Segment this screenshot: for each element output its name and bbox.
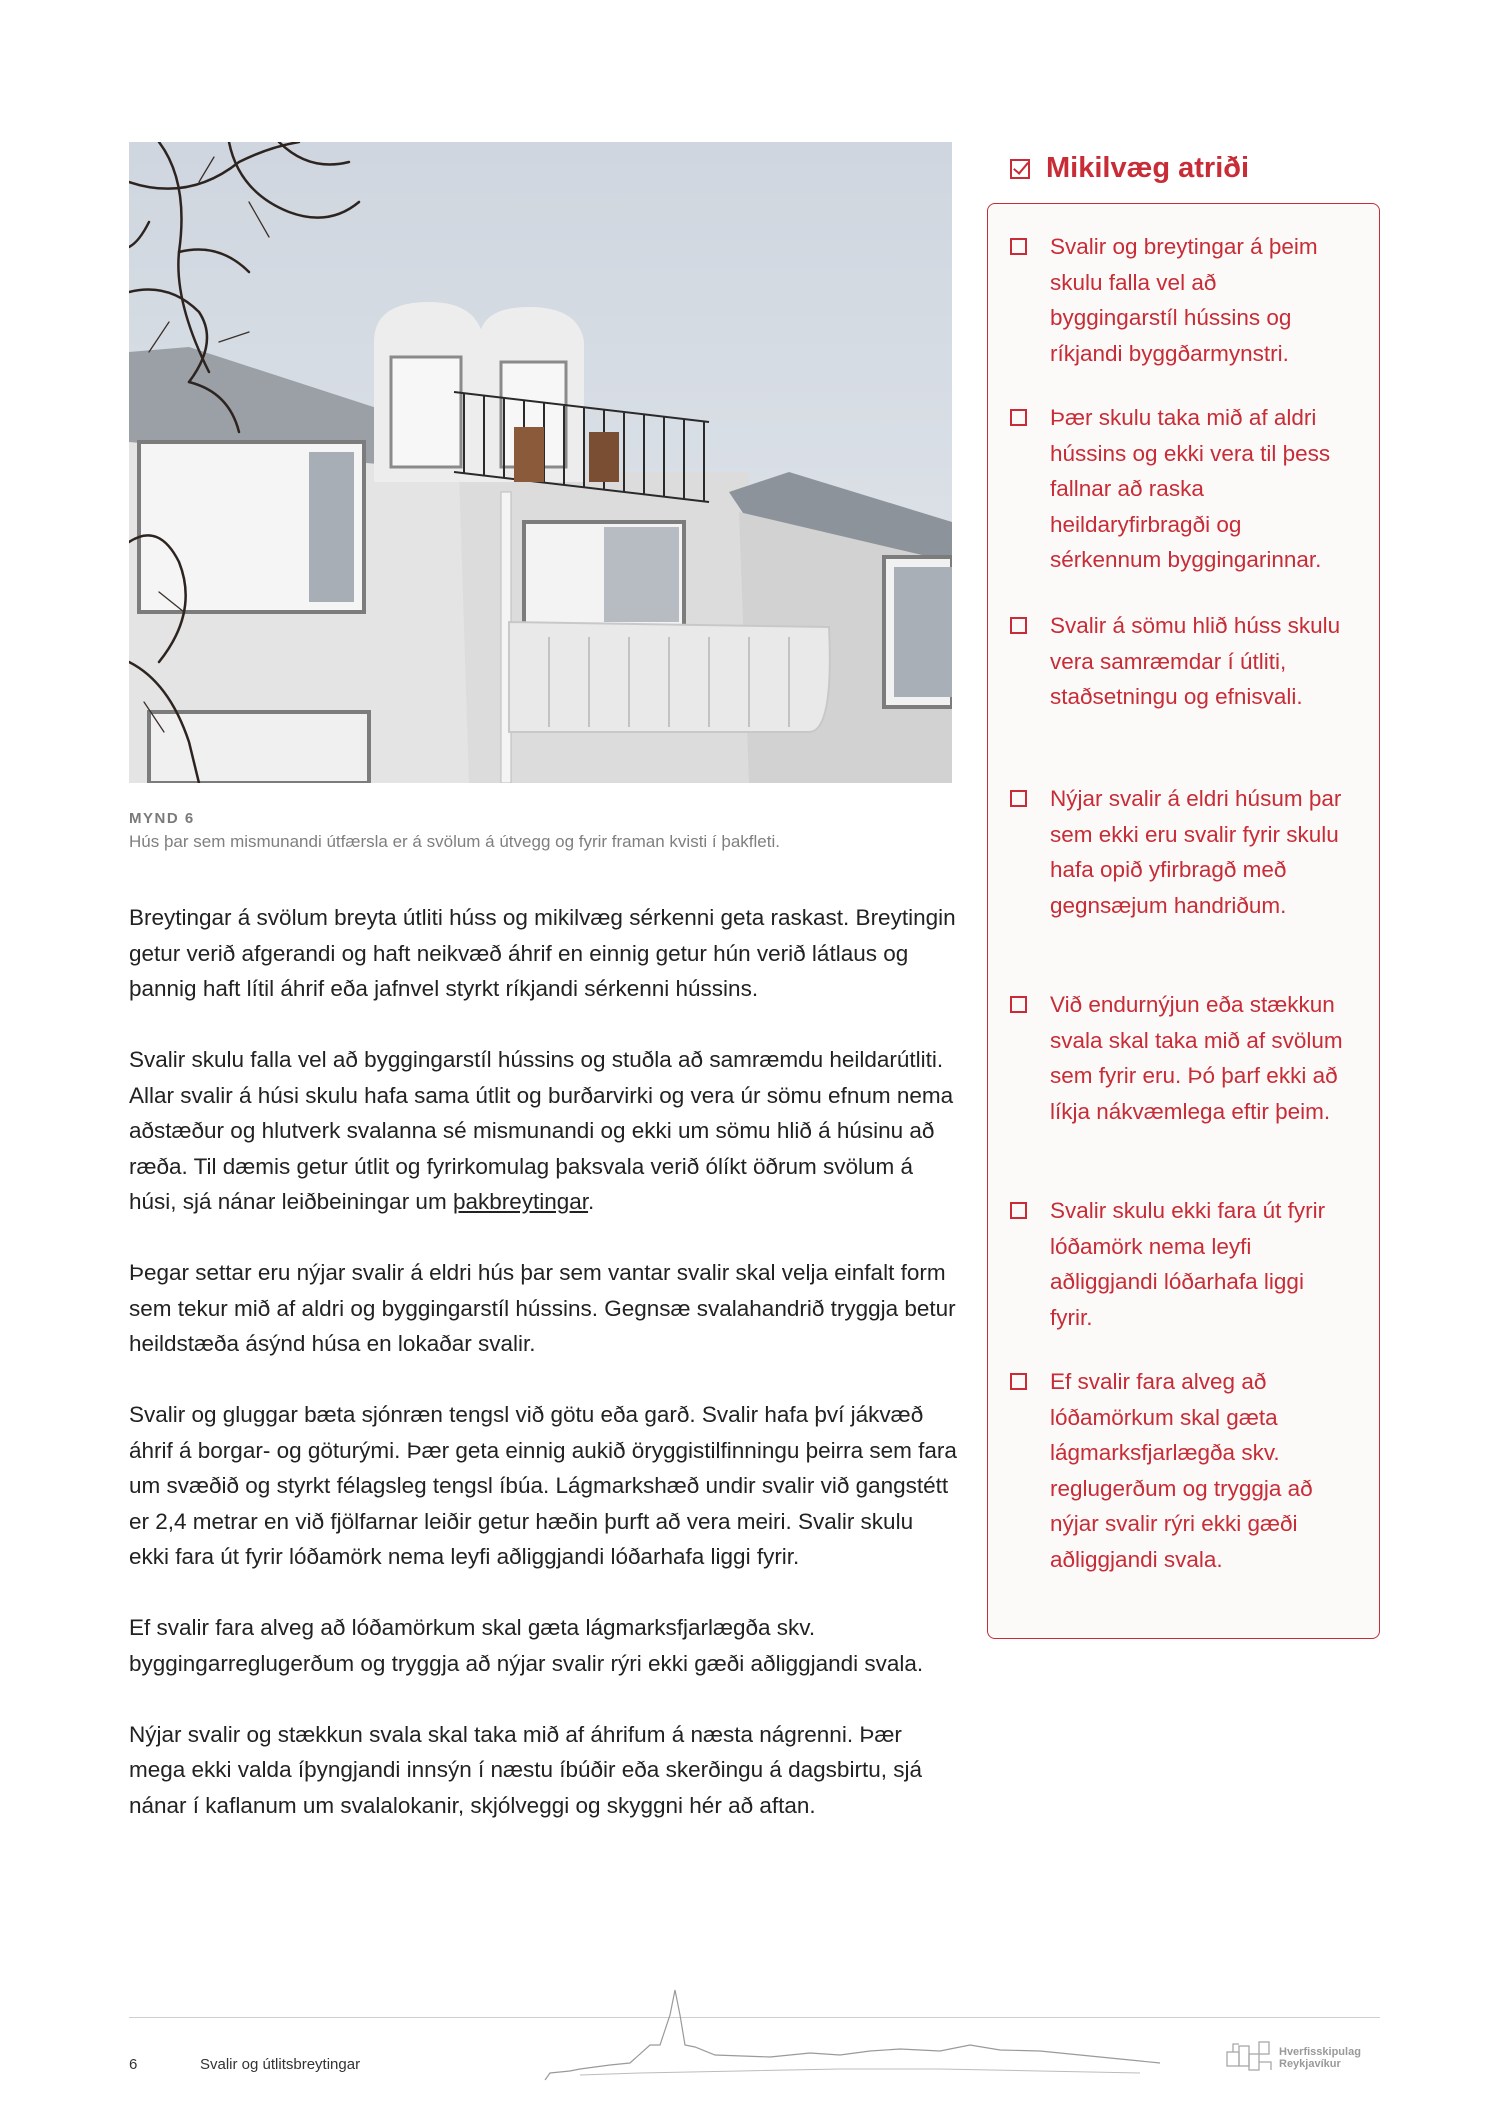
checkbox-icon <box>1010 238 1027 255</box>
logo-line-2: Reykjavíkur <box>1279 2058 1341 2070</box>
checkbox-icon <box>1010 617 1027 634</box>
paragraph-5: Ef svalir fara alveg að lóðamörkum skal gæta lágmarksfjarlægða skv. byggingarreglugerðum og tryggja að nýjar svalir rýri ekki gæði aðliggjandi svala. <box>129 1615 924 1676</box>
key-point <box>1010 608 1350 715</box>
key-point-text: Svalir á sömu hlið húss skulu vera samræmdar í útliti, staðsetningu og efnisvali. <box>1050 613 1341 709</box>
city-skyline-illustration <box>540 1985 1165 2085</box>
page-number: 6 <box>129 2056 138 2073</box>
key-point <box>1010 987 1350 1129</box>
checkbox-icon <box>1010 790 1027 807</box>
key-point <box>1010 229 1350 371</box>
section-title: Svalir og útlitsbreytingar <box>200 2056 361 2073</box>
paragraph-6: Nýjar svalir og stækkun svala skal taka mið af áhrifum á næsta nágrenni. Þær mega ekki valda íþyngjandi innsýn í næstu íbúðir eða skerðingu á dagsbirtu, sjá nánar í kaflanum um svalalokanir, skjólveggi og skyggni hér að aftan. <box>129 1721 922 1818</box>
paragraph-2-end: . <box>588 1189 595 1214</box>
key-point-text: Nýjar svalir á eldri húsum þar sem ekki eru svalir fyrir skulu hafa opið yfirbragð með gegnsæjum handriðum. <box>1050 786 1342 918</box>
key-point-text: Ef svalir fara alveg að lóðamörkum skal gæta lágmarksfjarlægða skv. reglugerðum og tryggja að nýjar svalir rýri ekki gæði aðliggjandi svala. <box>1050 1369 1313 1572</box>
logo-mark-icon <box>1225 2040 1273 2076</box>
checkbox-icon <box>1010 1373 1027 1390</box>
paragraph-2 <box>129 1042 959 1220</box>
checkbox-icon <box>1010 1202 1027 1219</box>
logo-line-1: Hverfisskipulag <box>1279 2046 1361 2058</box>
sidebar-title <box>1010 152 1249 185</box>
key-point-text: Þær skulu taka mið af aldri hússins og ekki vera til þess fallnar að raska heildaryfirbragði og sérkennum byggingarinnar. <box>1050 405 1331 572</box>
key-point-text: Svalir og breytingar á þeim skulu falla vel að byggingarstíl hússins og ríkjandi byggðarmynstri. <box>1050 234 1318 366</box>
sidebar-title-text: Mikilvæg atriði <box>1046 152 1250 184</box>
key-point-text: Svalir skulu ekki fara út fyrir lóðamörk nema leyfi aðliggjandi lóðarhafa liggi fyrir. <box>1050 1198 1326 1330</box>
key-point <box>1010 781 1350 923</box>
checked-box-icon <box>1010 159 1030 179</box>
logo <box>1225 2040 1361 2076</box>
paragraph-2-text: Svalir skulu falla vel að byggingarstíl hússins og stuðla að samræmdu heildarútliti. Allar svalir á húsi skulu hafa sama útlit og burðarvirki og vera úr sömu efnum nema aðstæður og hlutverk svalanna sé mismunandi og ekki um sömu hlið á húsinu að ræða. Til dæmis getur útlit og fyrirkomulag þaksvala verið ólíkt öðrum svölum á húsi, sjá nánar leiðbeiningar um <box>129 1047 954 1214</box>
body-text <box>129 900 959 1859</box>
key-point-text: Við endurnýjun eða stækkun svala skal taka mið af svölum sem fyrir eru. Þó þarf ekki að líkja nákvæmlega eftir þeim. <box>1050 992 1343 1124</box>
figure-label: MYND 6 <box>129 810 195 827</box>
key-point <box>1010 1193 1350 1335</box>
figure-caption: Hús þar sem mismunandi útfærsla er á svölum á útvegg og fyrir framan kvisti í þakfleti. <box>129 832 780 851</box>
building-photo <box>129 142 952 783</box>
key-point <box>1010 400 1350 578</box>
link-thakbreytingar[interactable]: þakbreytingar <box>452 1189 589 1214</box>
building-illustration <box>129 142 952 783</box>
paragraph-4: Svalir og gluggar bæta sjónræn tengsl við götu eða garð. Svalir hafa því jákvæð áhrif á borgar- og göturými. Þær geta einnig aukið öryggistilfinningu þeirra sem fara um svæðið og styrkt félagsleg tengsl íbúa. Lágmarkshæð undir svalir við gangstétt er 2,4 metrar en við fjölfarnar leiðir getur hæðin þurft að vera meiri. Svalir skulu ekki fara út fyrir lóðamörk nema leyfi aðliggjandi lóðarhafa liggi fyrir. <box>129 1402 957 1569</box>
paragraph-1: Breytingar á svölum breyta útliti húss og mikilvæg sérkenni geta raskast. Breytingin getur verið afgerandi og haft neikvæð áhrif en einnig getur hún verið látlaus og þannig haft lítil áhrif eða jafnvel styrkt ríkjandi sérkenni hússins. <box>129 905 956 1001</box>
key-points-box <box>987 203 1380 1639</box>
checkbox-icon <box>1010 996 1027 1013</box>
checkbox-icon <box>1010 409 1027 426</box>
key-point <box>1010 1364 1350 1577</box>
paragraph-3: Þegar settar eru nýjar svalir á eldri hús þar sem vantar svalir skal velja einfalt form sem tekur mið af aldri og byggingarstíl hússins. Gegnsæ svalahandrið tryggja betur heildstæða ásýnd húsa en lokaðar svalir. <box>129 1260 956 1356</box>
